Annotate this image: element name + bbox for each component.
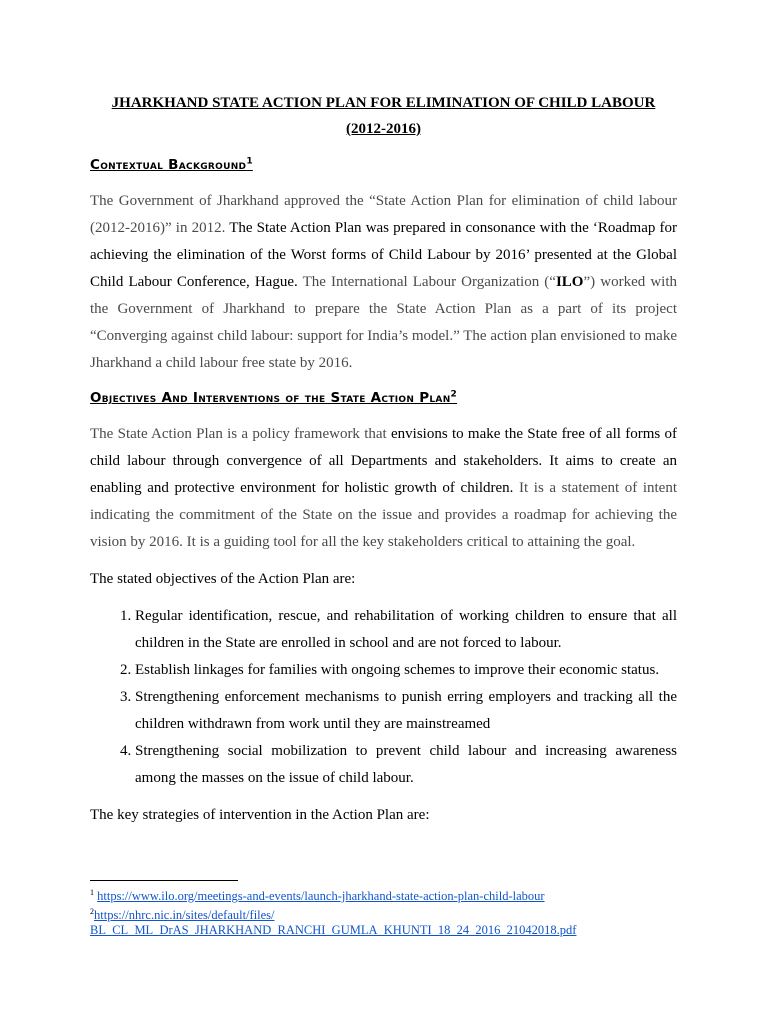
paragraph-contextual-background: The Government of Jharkhand approved the “State Action Plan for elimination of child labour (2012-2016)” in 2012. The State Action Plan was prepared in consonance with the ‘Roadmap for achieving the elimination of the Worst forms of Child Labour by 2016’ presented at the Global Child Labour Conference, Hague. The International Labour Organization (“ILO”) worked with the Government of Jharkhand to prepare the State Action Plan as a part of its project “Converging against child labour: support for India’s model.” The action plan envisioned to make Jharkhand a child labour free state by 2016. — [90, 193, 677, 371]
document-page — [90, 90, 677, 839]
section-heading-contextual-background: Contextual Background$^1$ — [90, 156, 253, 173]
list-item: 1. Regular identification, rescue, and rehabilitation of working children to ensure that all children in the State are enrolled in school and are not forced to labour. — [135, 603, 677, 657]
list-item: 2. Establish linkages for families with ongoing schemes to improve their economic status. — [135, 657, 677, 684]
objectives-intro: The stated objectives of the Action Plan are: — [90, 571, 356, 587]
paragraph-objectives: The State Action Plan is a policy framework that envisions to make the State free of all forms of child labour through convergence of all Departments and stakeholders. It aims to create an enabling and protective environment for holistic growth of children. It is a statement of intent indicating the commitment of the State on the issue and provides a roadmap for achieving the vision by 2016. It is a guiding tool for all the key stakeholders critical to attaining the goal. — [90, 426, 677, 550]
footnote-2-link-continued[interactable]: BL_CL_ML_DrAS_JHARKHAND_RANCHI_GUMLA_KHUNTI_18_24_2016_21042018.pdf — [90, 923, 577, 938]
footnote-1: $^1$ https://www.ilo.org/meetings-and-events/launch-jharkhand-state-action-plan-child-labour — [90, 888, 545, 904]
footnotes — [90, 880, 690, 938]
section-heading-objectives: Objectives And Interventions of the State Action Plan$^2$ — [90, 389, 458, 406]
footnote-1-link[interactable]: https://www.ilo.org/meetings-and-events/launch-jharkhand-state-action-plan-child-labour — [97, 889, 545, 904]
title-line-1: JHARKHAND STATE ACTION PLAN FOR ELIMINATION OF CHILD LABOUR — [111, 95, 656, 111]
footnote-separator — [90, 880, 238, 881]
footnote-ref-1[interactable]: 1 — [246, 156, 253, 167]
document-title — [90, 90, 677, 142]
objectives-list — [90, 603, 677, 792]
footnote-2: $^2$https://nhrc.nic.in/sites/default/files/ BL_CL_ML_DrAS_JHARKHAND_RANCHI_GUMLA_KHUNTI_18_24_2016_21042018.pdf — [90, 907, 577, 938]
footnote-ref-2[interactable]: 2 — [450, 389, 458, 400]
title-line-2: (2012-2016) — [346, 121, 421, 137]
list-item: 4. Strengthening social mobilization to prevent child labour and increasing awareness among the masses on the issue of child labour. — [135, 738, 677, 792]
strategies-intro: The key strategies of intervention in the Action Plan are: — [90, 807, 430, 823]
footnote-2-link[interactable]: https://nhrc.nic.in/sites/default/files/ — [94, 908, 275, 923]
list-item: 3. Strengthening enforcement mechanisms to punish erring employers and tracking all the children withdrawn from work until they are mainstreamed — [135, 684, 677, 738]
